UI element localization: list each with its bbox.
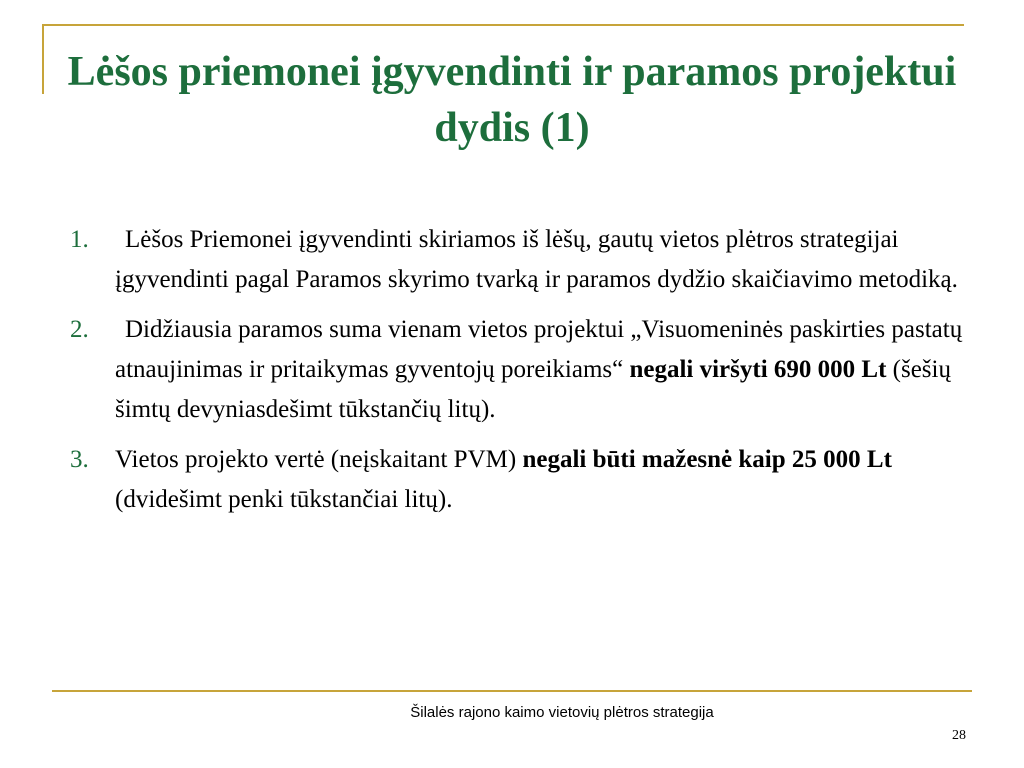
- list-text-bold: negali būti mažesnė kaip 25 000 Lt: [522, 446, 892, 473]
- footer-divider: [52, 690, 972, 692]
- left-border-line: [42, 24, 44, 94]
- list-item-3: [70, 440, 970, 520]
- list-number: 2.: [70, 316, 89, 343]
- top-border-line: [42, 24, 964, 26]
- list-text: Lėšos Priemonei įgyvendinti skiriamos iš lėšų, gautų vietos plėtros strategijai įgyvendinti pagal Paramos skyrimo tvarką ir paramos dydžio skaičiavimo metodiką.: [115, 226, 958, 293]
- page-number: 28: [952, 728, 966, 743]
- list-item-1: [70, 220, 970, 300]
- list-text-tail: (dvidešimt penki tūkstančiai litų).: [115, 486, 453, 513]
- slide-title: Lėšos priemonei įgyvendinti ir paramos projektui dydis (1): [67, 49, 957, 151]
- list-text: Vietos projekto vertė (neįskaitant PVM): [115, 446, 523, 473]
- list-number: 1.: [70, 226, 89, 253]
- numbered-list: [70, 220, 970, 530]
- list-item-2: [70, 310, 970, 430]
- list-text-tail: (šešių šimtų devyniasdešimt tūkstančių litų).: [115, 356, 951, 423]
- list-text-bold: negali viršyti 690 000 Lt: [629, 356, 887, 383]
- list-number: 3.: [70, 446, 89, 473]
- list-text: Didžiausia paramos suma vienam vietos projektui „Visuomeninės paskirties pastatų atnaujinimas ir pritaikymas gyventojų poreikiams“: [115, 316, 963, 383]
- footer-caption: Šilalės rajono kaimo vietovių plėtros strategija: [410, 704, 714, 721]
